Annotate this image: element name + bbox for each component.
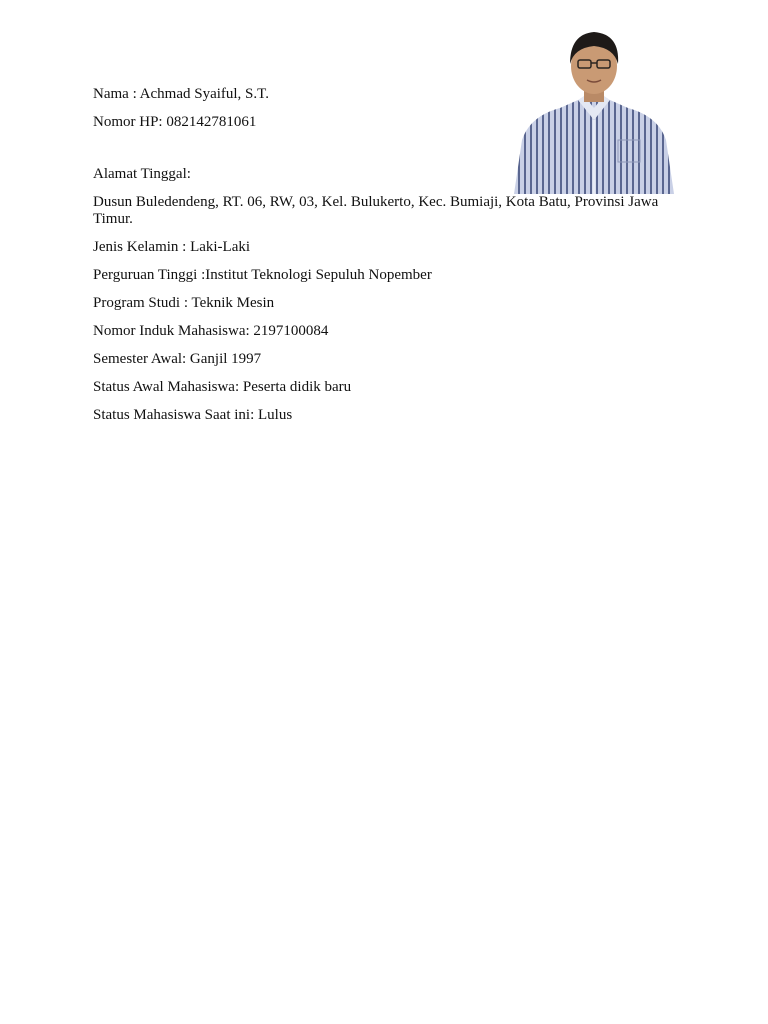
- first-semester-line: Semester Awal: Ganjil 1997: [93, 351, 262, 367]
- university-line: Perguruan Tinggi :Institut Teknologi Sepuluh Nopember: [93, 267, 432, 283]
- address-label: Alamat Tinggal:: [93, 166, 191, 182]
- student-id-line: Nomor Induk Mahasiswa: 2197100084: [93, 323, 329, 339]
- address-line: Dusun Buledendeng, RT. 06, RW, 03, Kel. Bulukerto, Kec. Bumiaji, Kota Batu, Provinsi Jawa Timur.: [93, 194, 659, 227]
- gender-line: Jenis Kelamin : Laki-Laki: [93, 239, 251, 255]
- current-status-line: Status Mahasiswa Saat ini: Lulus: [93, 407, 293, 423]
- study-program-line: Program Studi : Teknik Mesin: [93, 295, 275, 311]
- phone-line: Nomor HP: 082142781061: [93, 114, 257, 130]
- name-line: Nama : Achmad Syaiful, S.T.: [93, 86, 269, 102]
- initial-status-line: Status Awal Mahasiswa: Peserta didik baru: [93, 379, 352, 395]
- person-photo-icon: [512, 28, 675, 194]
